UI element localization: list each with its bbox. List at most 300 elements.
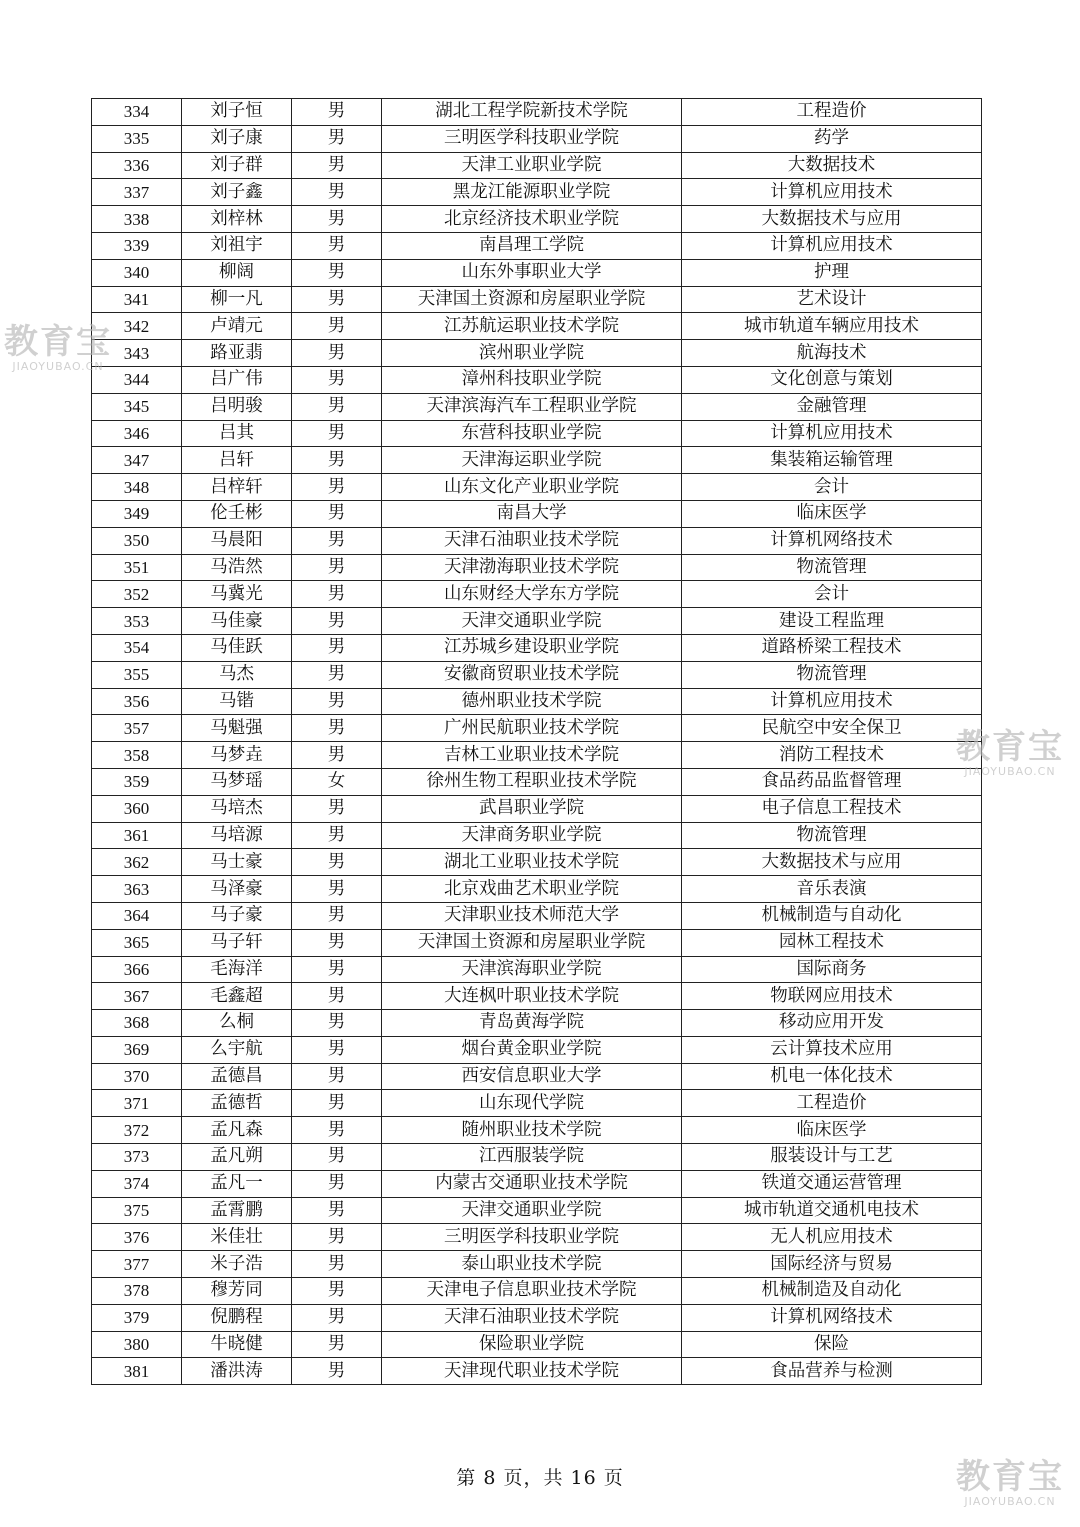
- major-cell: 大数据技术: [682, 152, 982, 179]
- row-number-cell: 336: [92, 152, 182, 179]
- major-cell: 物流管理: [682, 661, 982, 688]
- gender-cell: 男: [292, 581, 382, 608]
- gender-cell: 男: [292, 1304, 382, 1331]
- school-cell: 南昌大学: [382, 500, 682, 527]
- name-cell: 吕广伟: [182, 366, 292, 393]
- school-cell: 天津国土资源和房屋职业学院: [382, 286, 682, 313]
- row-number-cell: 348: [92, 474, 182, 501]
- school-cell: 天津滨海职业学院: [382, 956, 682, 983]
- gender-cell: 男: [292, 1170, 382, 1197]
- major-cell: 计算机应用技术: [682, 179, 982, 206]
- watermark-text: 教育宝: [956, 727, 1064, 767]
- school-cell: 天津交通职业学院: [382, 608, 682, 635]
- table-row: [92, 125, 982, 152]
- name-cell: 孟凡一: [182, 1170, 292, 1197]
- school-cell: 天津石油职业技术学院: [382, 1304, 682, 1331]
- school-cell: 江苏城乡建设职业学院: [382, 634, 682, 661]
- row-number-cell: 344: [92, 366, 182, 393]
- row-number-cell: 352: [92, 581, 182, 608]
- name-cell: 卢靖元: [182, 313, 292, 340]
- table-row: [92, 983, 982, 1010]
- table-row: [92, 1358, 982, 1385]
- major-cell: 机械制造与自动化: [682, 902, 982, 929]
- major-cell: 临床医学: [682, 500, 982, 527]
- major-cell: 铁道交通运营管理: [682, 1170, 982, 1197]
- name-cell: 穆芳同: [182, 1278, 292, 1305]
- table-row: [92, 1331, 982, 1358]
- major-cell: 服装设计与工艺: [682, 1144, 982, 1171]
- page-footer: 第 8 页，共 16 页: [456, 1467, 624, 1489]
- school-cell: 内蒙古交通职业技术学院: [382, 1170, 682, 1197]
- gender-cell: 男: [292, 206, 382, 233]
- name-cell: 马锴: [182, 688, 292, 715]
- name-cell: 倪鹏程: [182, 1304, 292, 1331]
- table-row: [92, 366, 982, 393]
- school-cell: 天津工业职业学院: [382, 152, 682, 179]
- school-cell: 武昌职业学院: [382, 795, 682, 822]
- name-cell: 刘子恒: [182, 99, 292, 126]
- school-cell: 山东文化产业职业学院: [382, 474, 682, 501]
- school-cell: 青岛黄海学院: [382, 1010, 682, 1037]
- gender-cell: 男: [292, 849, 382, 876]
- name-cell: 马佳跃: [182, 634, 292, 661]
- name-cell: 牛晓健: [182, 1331, 292, 1358]
- row-number-cell: 354: [92, 634, 182, 661]
- row-number-cell: 370: [92, 1063, 182, 1090]
- gender-cell: 男: [292, 688, 382, 715]
- major-cell: 艺术设计: [682, 286, 982, 313]
- school-cell: 漳州科技职业学院: [382, 366, 682, 393]
- name-cell: 马杰: [182, 661, 292, 688]
- row-number-cell: 373: [92, 1144, 182, 1171]
- name-cell: 马浩然: [182, 554, 292, 581]
- school-cell: 天津现代职业技术学院: [382, 1358, 682, 1385]
- major-cell: 移动应用开发: [682, 1010, 982, 1037]
- table-row: [92, 1304, 982, 1331]
- table-row: [92, 420, 982, 447]
- major-cell: 计算机应用技术: [682, 688, 982, 715]
- table-row: [92, 608, 982, 635]
- school-cell: 山东现代学院: [382, 1090, 682, 1117]
- name-cell: 孟德哲: [182, 1090, 292, 1117]
- row-number-cell: 381: [92, 1358, 182, 1385]
- table-row: [92, 527, 982, 554]
- row-number-cell: 355: [92, 661, 182, 688]
- table-row: [92, 1036, 982, 1063]
- gender-cell: 男: [292, 420, 382, 447]
- gender-cell: 男: [292, 1197, 382, 1224]
- name-cell: 孟霄鹏: [182, 1197, 292, 1224]
- major-cell: 工程造价: [682, 1090, 982, 1117]
- school-cell: 天津电子信息职业技术学院: [382, 1278, 682, 1305]
- major-cell: 城市轨道交通机电技术: [682, 1197, 982, 1224]
- major-cell: 民航空中安全保卫: [682, 715, 982, 742]
- school-cell: 南昌理工学院: [382, 232, 682, 259]
- table-row: [92, 688, 982, 715]
- school-cell: 烟台黄金职业学院: [382, 1036, 682, 1063]
- major-cell: 园林工程技术: [682, 929, 982, 956]
- row-number-cell: 365: [92, 929, 182, 956]
- row-number-cell: 372: [92, 1117, 182, 1144]
- major-cell: 计算机应用技术: [682, 232, 982, 259]
- name-cell: 吕梓轩: [182, 474, 292, 501]
- gender-cell: 男: [292, 1063, 382, 1090]
- table-row: [92, 313, 982, 340]
- table-row: [92, 715, 982, 742]
- major-cell: 文化创意与策划: [682, 366, 982, 393]
- gender-cell: 男: [292, 366, 382, 393]
- table-row: [92, 286, 982, 313]
- major-cell: 计算机网络技术: [682, 1304, 982, 1331]
- major-cell: 航海技术: [682, 340, 982, 367]
- major-cell: 机械制造及自动化: [682, 1278, 982, 1305]
- name-cell: 柳一凡: [182, 286, 292, 313]
- major-cell: 金融管理: [682, 393, 982, 420]
- gender-cell: 男: [292, 661, 382, 688]
- gender-cell: 男: [292, 634, 382, 661]
- school-cell: 天津渤海职业技术学院: [382, 554, 682, 581]
- table-row: [92, 232, 982, 259]
- row-number-cell: 358: [92, 742, 182, 769]
- name-cell: 吕轩: [182, 447, 292, 474]
- name-cell: 马培源: [182, 822, 292, 849]
- gender-cell: 男: [292, 554, 382, 581]
- school-cell: 德州职业技术学院: [382, 688, 682, 715]
- gender-cell: 男: [292, 125, 382, 152]
- table-row: [92, 554, 982, 581]
- table-row: [92, 1224, 982, 1251]
- school-cell: 天津海运职业学院: [382, 447, 682, 474]
- gender-cell: 男: [292, 99, 382, 126]
- row-number-cell: 342: [92, 313, 182, 340]
- school-cell: 东营科技职业学院: [382, 420, 682, 447]
- school-cell: 广州民航职业技术学院: [382, 715, 682, 742]
- major-cell: 计算机应用技术: [682, 420, 982, 447]
- school-cell: 湖北工业职业技术学院: [382, 849, 682, 876]
- gender-cell: 男: [292, 1117, 382, 1144]
- name-cell: 路亚翡: [182, 340, 292, 367]
- table-row: [92, 929, 982, 956]
- school-cell: 泰山职业技术学院: [382, 1251, 682, 1278]
- gender-cell: 男: [292, 393, 382, 420]
- school-cell: 徐州生物工程职业技术学院: [382, 768, 682, 795]
- gender-cell: 男: [292, 1090, 382, 1117]
- major-cell: 消防工程技术: [682, 742, 982, 769]
- table-row: [92, 99, 982, 126]
- row-number-cell: 378: [92, 1278, 182, 1305]
- gender-cell: 男: [292, 1278, 382, 1305]
- school-cell: 大连枫叶职业技术学院: [382, 983, 682, 1010]
- gender-cell: 男: [292, 1036, 382, 1063]
- row-number-cell: 353: [92, 608, 182, 635]
- name-cell: 马冀光: [182, 581, 292, 608]
- major-cell: 城市轨道车辆应用技术: [682, 313, 982, 340]
- name-cell: 吕明骏: [182, 393, 292, 420]
- table-row: [92, 1090, 982, 1117]
- major-cell: 会计: [682, 581, 982, 608]
- table-row: [92, 1010, 982, 1037]
- name-cell: 孟凡朔: [182, 1144, 292, 1171]
- row-number-cell: 343: [92, 340, 182, 367]
- name-cell: 马泽豪: [182, 876, 292, 903]
- row-number-cell: 371: [92, 1090, 182, 1117]
- row-number-cell: 374: [92, 1170, 182, 1197]
- table-row: [92, 956, 982, 983]
- row-number-cell: 340: [92, 259, 182, 286]
- school-cell: 天津职业技术师范大学: [382, 902, 682, 929]
- major-cell: 物流管理: [682, 822, 982, 849]
- watermark-domain: JIAOYUBAO.CN: [12, 360, 104, 373]
- gender-cell: 男: [292, 608, 382, 635]
- school-cell: 西安信息职业大学: [382, 1063, 682, 1090]
- school-cell: 滨州职业学院: [382, 340, 682, 367]
- row-number-cell: 351: [92, 554, 182, 581]
- gender-cell: 男: [292, 742, 382, 769]
- name-cell: 马培杰: [182, 795, 292, 822]
- name-cell: 吕其: [182, 420, 292, 447]
- row-number-cell: 350: [92, 527, 182, 554]
- row-number-cell: 334: [92, 99, 182, 126]
- school-cell: 天津商务职业学院: [382, 822, 682, 849]
- gender-cell: 男: [292, 313, 382, 340]
- gender-cell: 男: [292, 152, 382, 179]
- major-cell: 药学: [682, 125, 982, 152]
- table-row: [92, 206, 982, 233]
- name-cell: 潘洪涛: [182, 1358, 292, 1385]
- name-cell: 马士豪: [182, 849, 292, 876]
- row-number-cell: 369: [92, 1036, 182, 1063]
- major-cell: 食品药品监督管理: [682, 768, 982, 795]
- table-row: [92, 179, 982, 206]
- school-cell: 北京戏曲艺术职业学院: [382, 876, 682, 903]
- major-cell: 计算机网络技术: [682, 527, 982, 554]
- gender-cell: 男: [292, 956, 382, 983]
- name-cell: 么宇航: [182, 1036, 292, 1063]
- gender-cell: 男: [292, 983, 382, 1010]
- name-cell: 马子豪: [182, 902, 292, 929]
- major-cell: 护理: [682, 259, 982, 286]
- name-cell: 马子轩: [182, 929, 292, 956]
- watermark-logo: [940, 1459, 1080, 1508]
- school-cell: 天津滨海汽车工程职业学院: [382, 393, 682, 420]
- name-cell: 孟德昌: [182, 1063, 292, 1090]
- table-row: [92, 876, 982, 903]
- major-cell: 云计算技术应用: [682, 1036, 982, 1063]
- school-cell: 吉林工业职业技术学院: [382, 742, 682, 769]
- gender-cell: 男: [292, 715, 382, 742]
- name-cell: 马晨阳: [182, 527, 292, 554]
- table-row: [92, 581, 982, 608]
- row-number-cell: 335: [92, 125, 182, 152]
- row-number-cell: 359: [92, 768, 182, 795]
- major-cell: 临床医学: [682, 1117, 982, 1144]
- gender-cell: 男: [292, 1358, 382, 1385]
- major-cell: 会计: [682, 474, 982, 501]
- row-number-cell: 364: [92, 902, 182, 929]
- watermark-logo: [0, 324, 128, 373]
- major-cell: 工程造价: [682, 99, 982, 126]
- school-cell: 安徽商贸职业技术学院: [382, 661, 682, 688]
- school-cell: 天津交通职业学院: [382, 1197, 682, 1224]
- major-cell: 机电一体化技术: [682, 1063, 982, 1090]
- gender-cell: 男: [292, 447, 382, 474]
- table-row: [92, 393, 982, 420]
- name-cell: 马梦瑶: [182, 768, 292, 795]
- gender-cell: 男: [292, 259, 382, 286]
- major-cell: 物联网应用技术: [682, 983, 982, 1010]
- row-number-cell: 337: [92, 179, 182, 206]
- major-cell: 食品营养与检测: [682, 1358, 982, 1385]
- name-cell: 柳阔: [182, 259, 292, 286]
- name-cell: 刘子康: [182, 125, 292, 152]
- watermark-domain: JIAOYUBAO.CN: [964, 1495, 1056, 1508]
- gender-cell: 男: [292, 500, 382, 527]
- name-cell: 米子浩: [182, 1251, 292, 1278]
- school-cell: 天津国土资源和房屋职业学院: [382, 929, 682, 956]
- row-number-cell: 367: [92, 983, 182, 1010]
- name-cell: 毛鑫超: [182, 983, 292, 1010]
- row-number-cell: 362: [92, 849, 182, 876]
- gender-cell: 男: [292, 822, 382, 849]
- major-cell: 大数据技术与应用: [682, 206, 982, 233]
- gender-cell: 男: [292, 1224, 382, 1251]
- watermark-text: 教育宝: [956, 1457, 1064, 1497]
- table-row: [92, 340, 982, 367]
- name-cell: 伦壬彬: [182, 500, 292, 527]
- table-row: [92, 768, 982, 795]
- major-cell: 国际经济与贸易: [682, 1251, 982, 1278]
- major-cell: 物流管理: [682, 554, 982, 581]
- row-number-cell: 339: [92, 232, 182, 259]
- gender-cell: 男: [292, 929, 382, 956]
- table-row: [92, 1251, 982, 1278]
- gender-cell: 男: [292, 1010, 382, 1037]
- gender-cell: 女: [292, 768, 382, 795]
- gender-cell: 男: [292, 527, 382, 554]
- gender-cell: 男: [292, 286, 382, 313]
- table-row: [92, 822, 982, 849]
- table-row: [92, 1170, 982, 1197]
- watermark-text: 教育宝: [4, 322, 112, 362]
- table-row: [92, 259, 982, 286]
- row-number-cell: 377: [92, 1251, 182, 1278]
- table-row: [92, 902, 982, 929]
- row-number-cell: 379: [92, 1304, 182, 1331]
- name-cell: 刘祖宇: [182, 232, 292, 259]
- gender-cell: 男: [292, 1331, 382, 1358]
- table-row: [92, 1117, 982, 1144]
- name-cell: 孟凡森: [182, 1117, 292, 1144]
- table-row: [92, 447, 982, 474]
- school-cell: 三明医学科技职业学院: [382, 1224, 682, 1251]
- school-cell: 保险职业学院: [382, 1331, 682, 1358]
- row-number-cell: 338: [92, 206, 182, 233]
- table-row: [92, 474, 982, 501]
- row-number-cell: 380: [92, 1331, 182, 1358]
- row-number-cell: 347: [92, 447, 182, 474]
- gender-cell: 男: [292, 1251, 382, 1278]
- table-row: [92, 1278, 982, 1305]
- school-cell: 江苏航运职业技术学院: [382, 313, 682, 340]
- school-cell: 山东外事职业大学: [382, 259, 682, 286]
- school-cell: 天津石油职业技术学院: [382, 527, 682, 554]
- table-row: [92, 661, 982, 688]
- roster-table: [91, 98, 982, 1385]
- table-row: [92, 1144, 982, 1171]
- row-number-cell: 368: [92, 1010, 182, 1037]
- row-number-cell: 361: [92, 822, 182, 849]
- row-number-cell: 357: [92, 715, 182, 742]
- gender-cell: 男: [292, 340, 382, 367]
- table-row: [92, 849, 982, 876]
- table-row: [92, 500, 982, 527]
- major-cell: 集装箱运输管理: [682, 447, 982, 474]
- roster-table-body: [92, 99, 982, 1385]
- school-cell: 黑龙江能源职业学院: [382, 179, 682, 206]
- table-row: [92, 1197, 982, 1224]
- watermark-domain: JIAOYUBAO.CN: [964, 765, 1056, 778]
- gender-cell: 男: [292, 902, 382, 929]
- row-number-cell: 375: [92, 1197, 182, 1224]
- row-number-cell: 363: [92, 876, 182, 903]
- table-row: [92, 152, 982, 179]
- name-cell: 马魁强: [182, 715, 292, 742]
- major-cell: 大数据技术与应用: [682, 849, 982, 876]
- row-number-cell: 376: [92, 1224, 182, 1251]
- name-cell: 刘梓林: [182, 206, 292, 233]
- table-row: [92, 742, 982, 769]
- row-number-cell: 349: [92, 500, 182, 527]
- table-row: [92, 795, 982, 822]
- major-cell: 保险: [682, 1331, 982, 1358]
- major-cell: 建设工程监理: [682, 608, 982, 635]
- school-cell: 湖北工程学院新技术学院: [382, 99, 682, 126]
- row-number-cell: 356: [92, 688, 182, 715]
- row-number-cell: 341: [92, 286, 182, 313]
- gender-cell: 男: [292, 795, 382, 822]
- name-cell: 马佳豪: [182, 608, 292, 635]
- row-number-cell: 360: [92, 795, 182, 822]
- school-cell: 随州职业技术学院: [382, 1117, 682, 1144]
- table-row: [92, 634, 982, 661]
- name-cell: 毛海洋: [182, 956, 292, 983]
- name-cell: 刘子鑫: [182, 179, 292, 206]
- school-cell: 三明医学科技职业学院: [382, 125, 682, 152]
- major-cell: 国际商务: [682, 956, 982, 983]
- name-cell: 刘子群: [182, 152, 292, 179]
- gender-cell: 男: [292, 232, 382, 259]
- major-cell: 道路桥梁工程技术: [682, 634, 982, 661]
- major-cell: 音乐表演: [682, 876, 982, 903]
- row-number-cell: 345: [92, 393, 182, 420]
- school-cell: 山东财经大学东方学院: [382, 581, 682, 608]
- school-cell: 北京经济技术职业学院: [382, 206, 682, 233]
- gender-cell: 男: [292, 179, 382, 206]
- school-cell: 江西服装学院: [382, 1144, 682, 1171]
- row-number-cell: 366: [92, 956, 182, 983]
- table-row: [92, 1063, 982, 1090]
- major-cell: 电子信息工程技术: [682, 795, 982, 822]
- gender-cell: 男: [292, 474, 382, 501]
- name-cell: 马梦垚: [182, 742, 292, 769]
- watermark-logo: [940, 729, 1080, 778]
- major-cell: 无人机应用技术: [682, 1224, 982, 1251]
- name-cell: 米佳壮: [182, 1224, 292, 1251]
- name-cell: 么桐: [182, 1010, 292, 1037]
- row-number-cell: 346: [92, 420, 182, 447]
- gender-cell: 男: [292, 876, 382, 903]
- gender-cell: 男: [292, 1144, 382, 1171]
